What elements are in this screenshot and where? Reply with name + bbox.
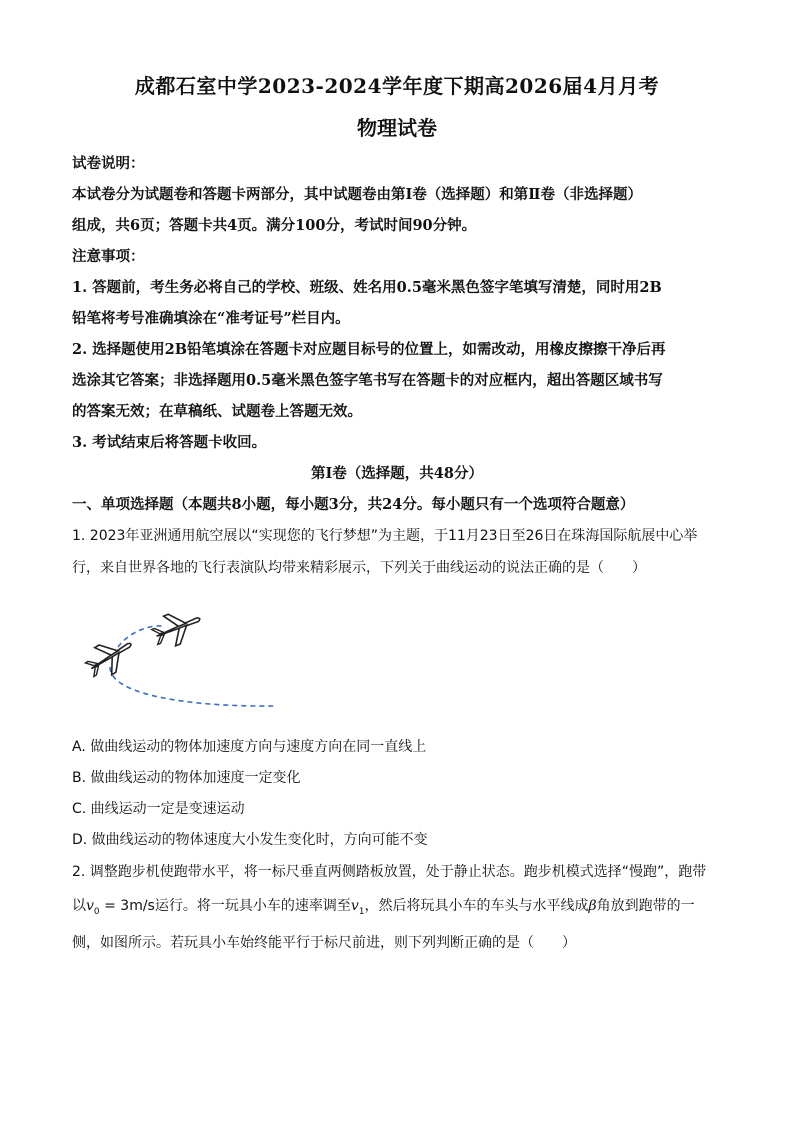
q1-option-a[interactable]: A. 做曲线运动的物体加速度方向与速度方向在同一直线上 — [72, 739, 427, 755]
airplane-icon-rear — [81, 630, 139, 683]
airplanes-figure-svg — [80, 605, 290, 715]
part-1-heading: 一、单项选择题（本题共8小题，每小题3分，共24分。每小题只有一个选项符合题意） — [72, 496, 635, 513]
note-2-line-1: 2. 选择题使用2B铅笔填涂在答题卡对应题目标号的位置上，如需改动，用橡皮擦擦干净后再 — [72, 341, 666, 358]
beta-symbol: β — [588, 898, 597, 914]
v0-symbol: v — [86, 898, 94, 914]
note-1-line-2: 铅笔将考号准确填涂在“准考证号”栏目内。 — [72, 310, 350, 327]
note-2-line-2: 选涂其它答案；非选择题用0.5毫米黑色签字笔书写在答题卡的对应框内，超出答题区域书写 — [72, 372, 663, 389]
q2-stem-line-2 — [72, 895, 732, 917]
note-1-line-1: 1. 答题前，考生务必将自己的学校、班级、姓名用0.5毫米黑色签字笔填写清楚，同时用2B — [72, 279, 662, 296]
q2-text-b: 运行。将一玩具小车的速率调至 — [154, 898, 351, 914]
q2-stem-line-3: 侧，如图所示。若玩具小车始终能平行于标尺前进，则下列判断正确的是（ ） — [72, 935, 576, 951]
q1-stem-line-2: 行，来自世界各地的飞行表演队均带来精彩展示，下列关于曲线运动的说法正确的是（ ） — [72, 560, 646, 576]
flight-path-curve-lower — [110, 667, 274, 706]
instructions-heading: 试卷说明： — [72, 155, 145, 172]
q1-stem-line-1: 1. 2023年亚洲通用航空展以“实现您的飞行梦想”为主题，于11月23日至26日在珠海国际航展中心举 — [72, 528, 698, 544]
q1-option-b[interactable]: B. 做曲线运动的物体加速度一定变化 — [72, 770, 301, 786]
note-2-line-3: 的答案无效；在草稿纸、试题卷上答题无效。 — [72, 403, 362, 420]
instructions-line-2: 组成，共6页；答题卡共4页。满分100分，考试时间90分钟。 — [72, 217, 477, 234]
q1-option-c[interactable]: C. 曲线运动一定是变速运动 — [72, 801, 245, 817]
v1-symbol: v — [350, 898, 359, 914]
note-3: 3. 考试结束后将答题卡收回。 — [72, 434, 267, 451]
q2-text-c: ，然后将玩具小车的车头与水平线成 — [364, 898, 589, 914]
v0-value: = 3m/s — [99, 898, 155, 914]
q2-text-a: 以 — [72, 898, 86, 914]
exam-title: 成都石室中学2023-2024学年度下期高2026届4月月考 — [134, 74, 660, 98]
airplanes-figure — [80, 605, 290, 715]
q2-text-d: 角放到跑带的一 — [596, 898, 695, 914]
exam-subtitle: 物理试卷 — [357, 116, 437, 140]
section-title: 第Ⅰ卷（选择题，共48分） — [311, 465, 483, 482]
instructions-line-1: 本试卷分为试题卷和答题卡两部分，其中试题卷由第Ⅰ卷（选择题）和第Ⅱ卷（非选择题） — [72, 186, 642, 203]
notes-heading: 注意事项： — [72, 248, 145, 265]
q1-option-d[interactable]: D. 做曲线运动的物体速度大小发生变化时，方向可能不变 — [72, 832, 428, 848]
q2-stem-line-1: 2. 调整跑步机使跑带水平，将一标尺垂直两侧踏板放置，处于静止状态。跑步机模式选择“慢跑”，跑带 — [72, 864, 707, 880]
v0-subscript: 0 — [93, 906, 100, 917]
airplane-icon-front — [149, 605, 206, 652]
v1-subscript: 1 — [358, 906, 365, 917]
